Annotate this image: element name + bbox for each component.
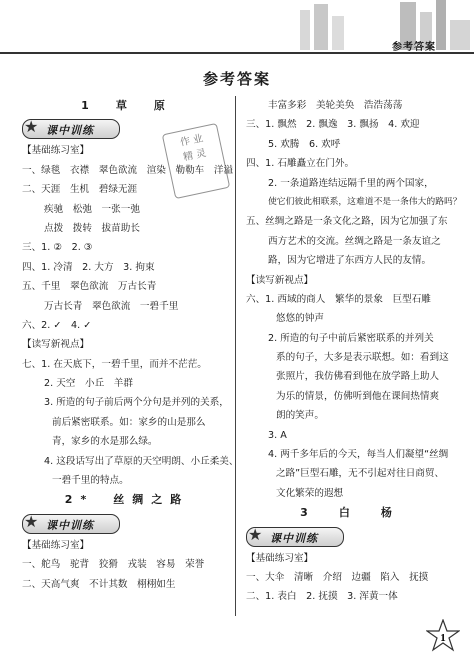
answer-line: 四、1. 冷清 2. 大方 3. 拘束 <box>22 261 155 273</box>
star-icon: ★ <box>24 511 39 531</box>
answer-line: 六、1. 西域的商人 繁华的景象 巨型石雕 <box>246 293 431 305</box>
answer-line: 文化繁荣的遐想 <box>276 487 344 499</box>
practice-banner: ★ 课中训练 <box>246 525 342 547</box>
answer-line: 一、大伞 清晰 介绍 边疆 陷入 抚摸 <box>246 571 429 583</box>
answer-line: 西方艺术的交流。丝绸之路是一条友谊之 <box>268 235 441 247</box>
answer-line: 二、1. 表白 2. 抚摸 3. 浑黄一体 <box>246 591 398 603</box>
answer-line: 3. A <box>268 429 287 441</box>
answer-line: 2. 所造的句子中前后紧密联系的并列关 <box>268 332 434 344</box>
column-divider <box>235 96 236 616</box>
answer-line: 青，家乡的水是那么绿。 <box>52 436 158 448</box>
section-title-1: 1 草 原 <box>81 99 173 112</box>
answer-line: 二、天高气爽 不计其数 栩栩如生 <box>22 578 176 590</box>
practice-banner: ★ 课中训练 <box>22 117 118 139</box>
subsection-label: 【读写新视点】 <box>246 274 314 286</box>
answer-line: 路，因为它增进了东西方人民的友情。 <box>268 255 432 267</box>
answer-line: 3. 所造的句子前后两个分句是并列的关系， <box>44 397 229 409</box>
page-number-badge <box>426 619 460 653</box>
answer-line: 一碧千里的特点。 <box>52 475 129 487</box>
answer-line: 一、绿毯 衣襟 翠色欲流 渲染 勒勒车 洋溢 <box>22 164 234 176</box>
subsection-label: 【基础练习室】 <box>22 145 90 157</box>
subsection-label: 【读写新视点】 <box>22 339 90 351</box>
practice-banner: ★ 课中训练 <box>22 512 118 534</box>
answer-line: 4. 两千多年后的今天，每当人们凝望“丝绸 <box>268 449 449 461</box>
star-icon: ★ <box>248 524 263 544</box>
answer-line: 之路”巨型石雕，无不引起对往日商贸、 <box>276 468 445 480</box>
page-title: 参考答案 <box>202 70 271 88</box>
answer-line: 前后紧密联系。如：家乡的山是那么 <box>52 416 206 428</box>
subsection-label: 【基础练习室】 <box>22 539 90 551</box>
answer-line: 悠悠的钟声 <box>276 313 324 325</box>
left-column <box>22 96 239 594</box>
answer-line: 2. 天空 小丘 羊群 <box>44 378 133 390</box>
answer-line: 五、千里 翠色欲流 万古长青 <box>22 281 157 293</box>
page-number: 1 <box>440 632 446 644</box>
answer-line: 一、舵鸟 驼背 狡猾 戎装 容易 荣誉 <box>22 559 205 571</box>
answer-line: 三、1. ② 2. ③ <box>22 242 93 254</box>
answer-line: 二、天涯 生机 碧绿无涯 <box>22 184 138 196</box>
answer-line: 朗的笑声。 <box>276 410 324 422</box>
stamp-watermark: 作 业 精 灵 <box>162 123 230 199</box>
section-title-2: 2* 丝绸之路 <box>64 493 190 507</box>
answer-line: 使它们彼此相联系，这难道不是一条伟大的路吗？ <box>268 196 462 207</box>
answer-line: 三、1. 飘然 2. 飘逸 3. 飘扬 4. 欢迎 <box>246 119 420 131</box>
star-icon: ★ <box>24 117 39 137</box>
answer-line: 疾驰 松弛 一张一弛 <box>44 203 140 215</box>
answer-line: 系的句子，大多是表示联想。如：看到这 <box>276 352 449 364</box>
answer-line: 5. 欢腾 6. 欢呼 <box>268 138 341 150</box>
answer-line: 为乐的情景，仿佛听到他在课间热情爽 <box>276 390 440 402</box>
answer-line: 七、1. 在天底下，一碧千里，而并不茫茫。 <box>22 358 207 370</box>
answer-line: 五、丝绸之路是一条文化之路，因为它加强了东 <box>246 216 448 228</box>
answer-line: 丰富多彩 美轮美奂 浩浩荡荡 <box>268 100 403 111</box>
answer-line: 点拨 拨转 拔苗助长 <box>44 222 140 234</box>
answer-line: 六、2. ✓ 4. ✓ <box>22 319 92 331</box>
answer-line: 四、1. 石雕矗立在门外。 <box>246 158 355 170</box>
right-column <box>246 96 462 607</box>
subsection-label: 【基础练习室】 <box>246 552 314 564</box>
section-title-3: 3 白 杨 <box>300 506 402 520</box>
answer-line: 张照片，我仿佛看到他在放学路上助人 <box>276 371 440 383</box>
answer-line: 万古长青 翠色欲流 一碧千里 <box>44 300 179 312</box>
header-label: 参考答案 <box>392 42 436 53</box>
answer-line: 4. 这段话写出了草原的天空明朗、小丘柔美、 <box>44 455 239 467</box>
answer-line: 2. 一条道路连结远隔千里的两个国家， <box>268 177 434 189</box>
